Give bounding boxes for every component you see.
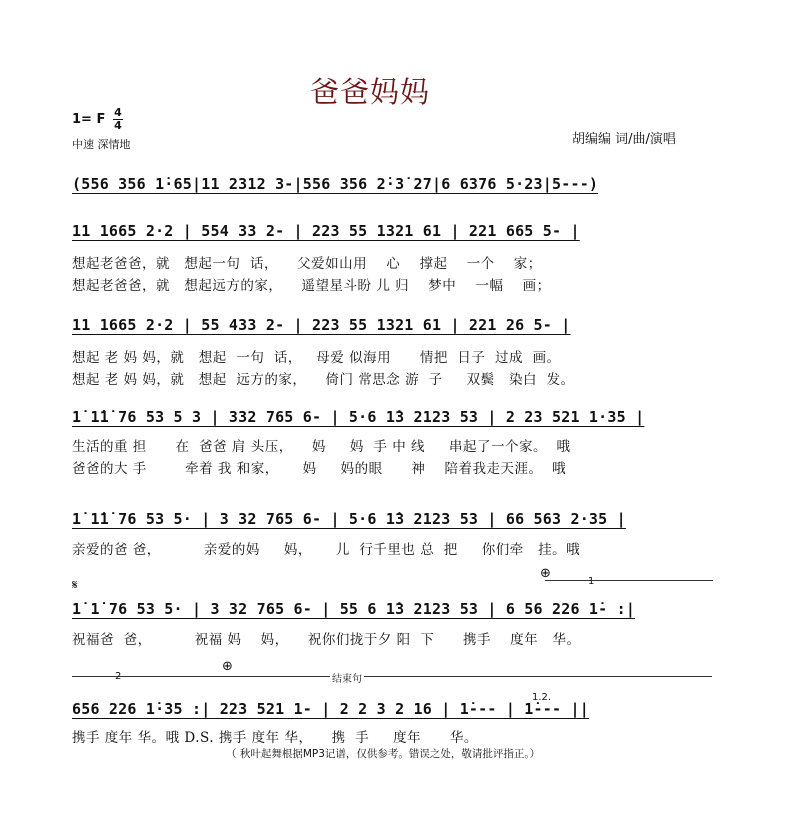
lyric-row-1: 想起老爸爸，就 想起一句 话， 父爱如山用 心 撑起 一个 家；: [72, 256, 542, 272]
lyric-row-6: 爸爸的大 手 牵着 我 和家， 妈 妈的眼 神 陪着我走天涯。 哦: [72, 461, 567, 477]
volta-1-line: [545, 580, 713, 581]
author-credit: 胡编编 词/曲/演唱: [572, 132, 676, 147]
lyric-row-8: 祝福爸 爸， 祝福 妈 妈， 祝你们拢于夕 阳 下 携手 度年 华。: [72, 632, 581, 648]
ending-line: [232, 676, 712, 677]
tempo-marking: 中速 深情地: [72, 138, 131, 151]
footnote: （ 秋叶起舞根据MP3记谱，仅供参考。错误之处，敬请批评指正。）: [226, 748, 541, 760]
notation-row-3: 11 1665 2·2 | 55 433 2- | 223 55 1321 61 | 221 26 5- |: [72, 316, 571, 334]
key-signature: 1= F: [72, 112, 106, 127]
lyric-row-5: 生活的重 担 在 爸爸 肩 头压， 妈 妈 手 中 线 串起了一个家。 哦: [72, 439, 571, 455]
notation-row-1: (556 356 1̇·65|11 2312 3-|556 356 2̇·3̇ 27|6 6376 5·23|5---): [72, 175, 599, 193]
coda-sign-1: ⊕: [540, 566, 551, 581]
notation-row-4: 1̇ 1̇1̇ 76 53 5 3 | 332 765 6- | 5·6 1̇3 2123 53 | 2 23 521 1·35 |: [72, 408, 645, 426]
notation-row-6: 1̇ 1̇ 76 53 5· | 3 32 765 6- | 55 6 1̇3 2123 53 | 6 56 226 1̇- :|: [72, 600, 636, 618]
lyric-row-9: 携手 度年 华。哦 D.S. 携手 度年 华， 携 手 度年 华。: [72, 730, 478, 746]
volta-2-line: [72, 676, 232, 677]
ending-label: 结束句: [330, 670, 364, 685]
meter-top: 4: [114, 106, 122, 119]
volta-2-label: 2: [115, 671, 122, 682]
coda-sign-2: ⊕: [222, 659, 233, 674]
lyric-row-4: 想起 老 妈 妈，就 想起 远方的家， 倚门 常思念 游 子 双鬓 染白 发。: [72, 372, 575, 388]
volta-1-label: 1: [588, 576, 595, 587]
lyric-row-2: 想起老爸爸，就 想起远方的家， 遥望星斗盼 儿 归 梦中 一幅 画；: [72, 278, 551, 294]
notation-row-5: 1̇ 1̇1̇ 76 53 5· | 3 32 765 6- | 5·6 1̇3 2123 53 | 66 563 2·35 |: [72, 510, 626, 528]
notation-row-7: 656 226 1̇·35 :| 223 521 1- | 2 2 3 2 16 | 1̇--- | 1̇--- ||: [72, 700, 589, 718]
volta-12-label: 1.2.: [532, 692, 552, 703]
page-title: 爸爸妈妈: [310, 75, 431, 109]
lyric-row-7: 亲爱的爸 爸， 亲爱的妈 妈， 儿 行千里也 总 把 你们牵 挂。哦: [72, 542, 581, 558]
time-signature: [113, 108, 123, 131]
segno-sign: 𝄋: [72, 578, 78, 593]
lyric-row-3: 想起 老 妈 妈，就 想起 一句 话， 母爱 似海用 情把 日子 过成 画。: [72, 350, 561, 366]
notation-row-2: 11 1665 2·2 | 554 33 2- | 223 55 1321 61 | 221 665 5- |: [72, 222, 580, 240]
meter-bottom: 4: [114, 119, 122, 132]
